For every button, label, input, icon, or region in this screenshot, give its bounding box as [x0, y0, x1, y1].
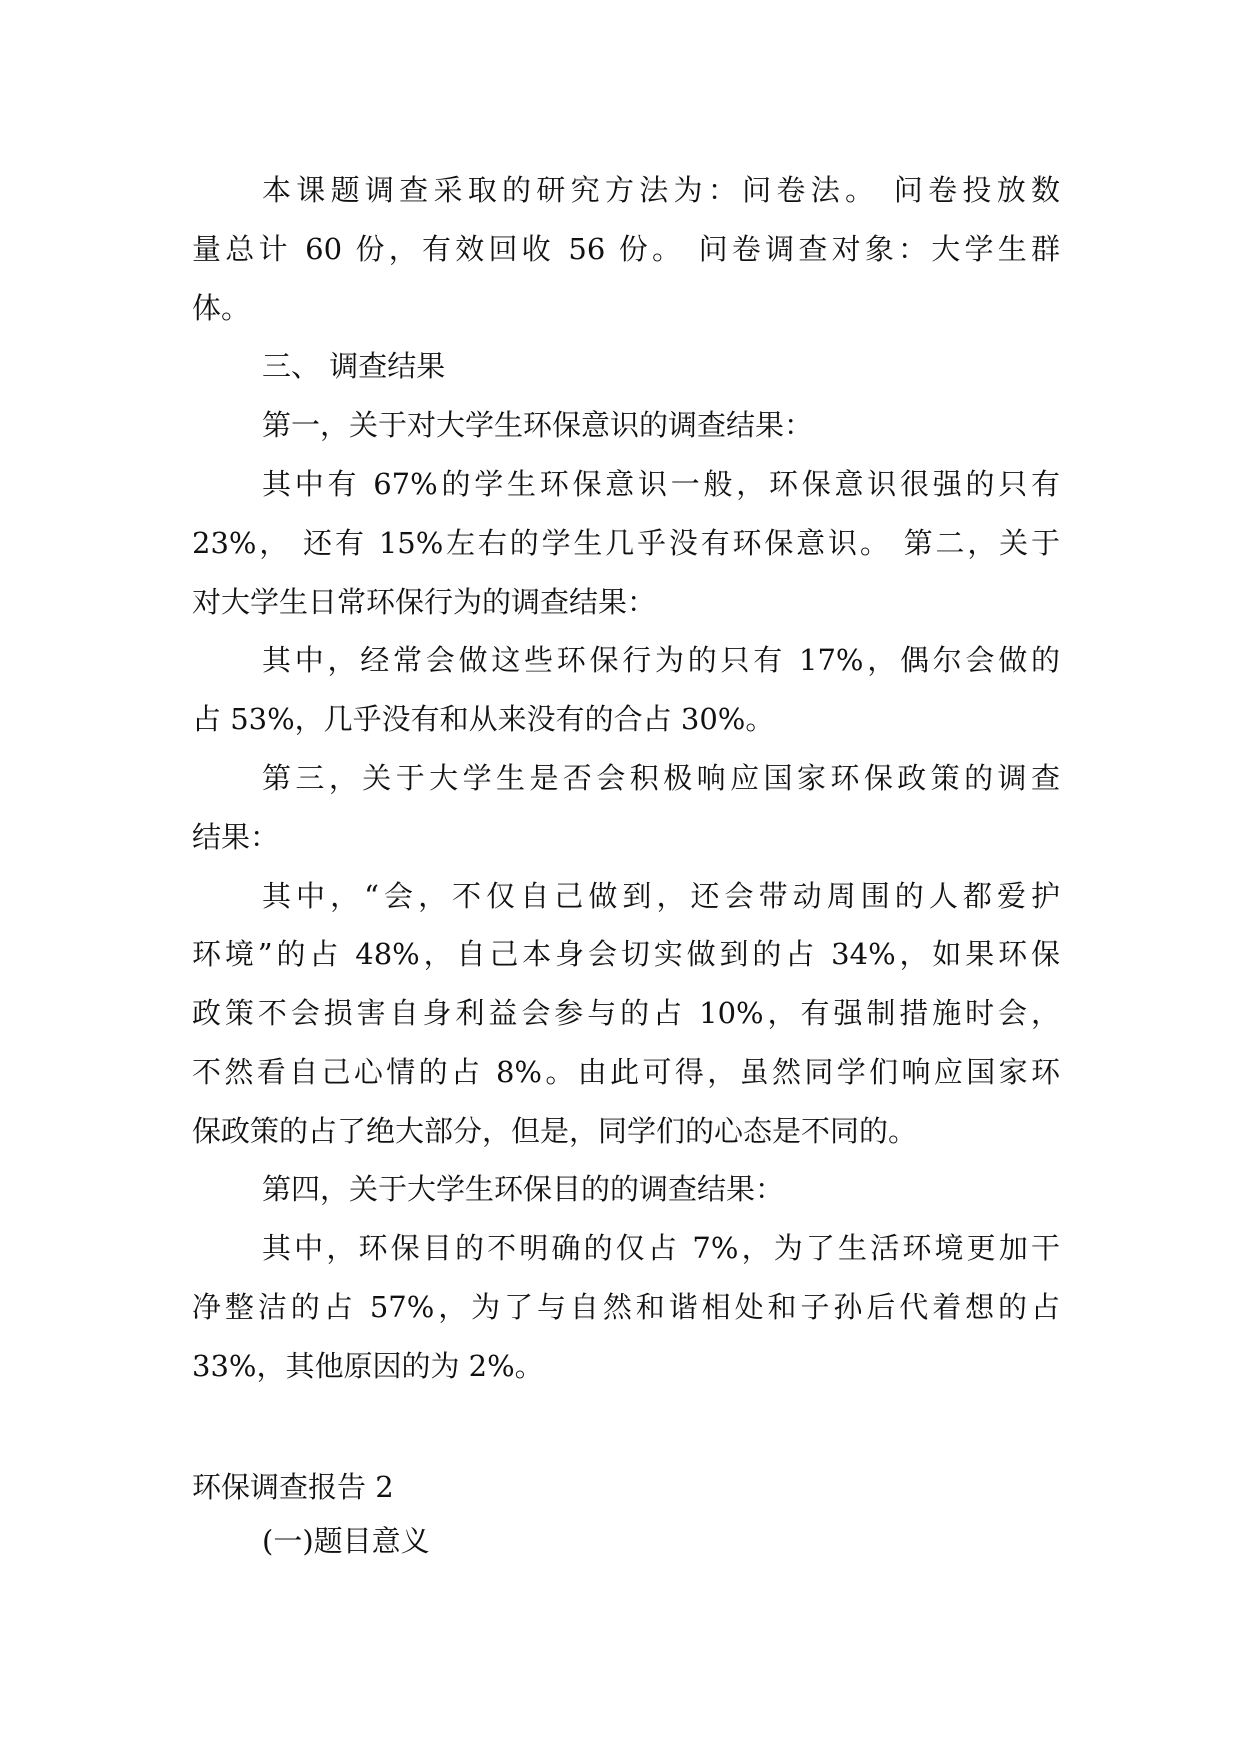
subsection-heading: (一)题目意义 — [262, 1524, 430, 1558]
paragraph-line: 其中，“会，不仅自己做到，还会带动周围的人都爱护 — [262, 879, 1060, 913]
paragraph-line: 第四，关于大学生环保目的的调查结果： — [262, 1172, 785, 1206]
paragraph-line: 体。 — [192, 291, 251, 325]
paragraph-line: 33%，其他原因的为 2%。 — [192, 1349, 544, 1383]
paragraph-line: 结果： — [192, 820, 280, 854]
paragraph-line: 不然看自己心情的占 8%。由此可得，虽然同学们响应国家环 — [192, 1055, 1060, 1089]
paragraph-line: 量总计 60 份，有效回收 56 份。 问卷调查对象：大学生群 — [192, 232, 1060, 266]
paragraph-line: 政策不会损害自身利益会参与的占 10%，有强制措施时会， — [192, 996, 1060, 1030]
paragraph-line: 第一，关于对大学生环保意识的调查结果： — [262, 408, 814, 442]
paragraph-line: 本课题调查采取的研究方法为：问卷法。 问卷投放数 — [262, 173, 1060, 207]
paragraph-line: 环境”的占 48%，自己本身会切实做到的占 34%，如果环保 — [192, 937, 1060, 971]
paragraph-line: 第三，关于大学生是否会积极响应国家环保政策的调查 — [262, 761, 1060, 795]
paragraph-line: 对大学生日常环保行为的调查结果： — [192, 585, 657, 619]
paragraph-line: 保政策的占了绝大部分，但是，同学们的心态是不同的。 — [192, 1114, 918, 1148]
paragraph-line: 净整洁的占 57%，为了与自然和谐相处和子孙后代着想的占 — [192, 1290, 1060, 1324]
section-heading: 三、 调查结果 — [262, 349, 446, 383]
paragraph-line: 23%， 还有 15%左右的学生几乎没有环保意识。 第二，关于 — [192, 526, 1060, 560]
paragraph-line: 其中，经常会做这些环保行为的只有 17%，偶尔会做的 — [262, 643, 1060, 677]
paragraph-line: 其中，环保目的不明确的仅占 7%，为了生活环境更加干 — [262, 1231, 1060, 1265]
paragraph-line: 其中有 67%的学生环保意识一般，环保意识很强的只有 — [262, 467, 1060, 501]
paragraph-line: 占 53%，几乎没有和从来没有的合占 30%。 — [192, 702, 775, 736]
report-title: 环保调查报告 2 — [192, 1470, 394, 1504]
